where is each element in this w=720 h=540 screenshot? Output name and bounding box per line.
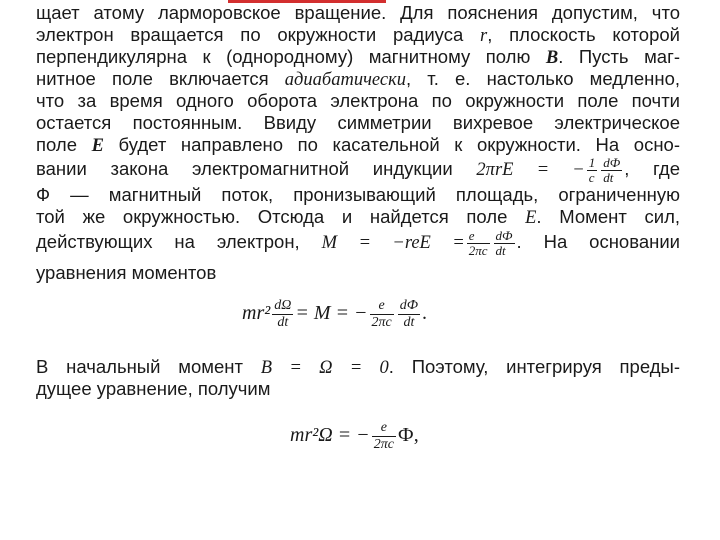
text-line-13	[36, 356, 680, 379]
math-fragment: .	[422, 302, 428, 325]
text-fragment: поле	[36, 134, 77, 155]
math-fragment: = M = −	[295, 302, 368, 325]
fraction-denominator: dt	[603, 170, 614, 186]
text-line-3	[36, 46, 680, 69]
text-fragment: В начальный момент	[36, 356, 243, 377]
fraction-denominator: 2πc	[371, 315, 392, 330]
text-fragment: . На основании	[516, 231, 680, 252]
text-line-11	[36, 226, 680, 259]
text-fragment: , где	[624, 158, 681, 179]
fraction-denominator: dt	[403, 315, 415, 330]
text-fragment: перпендикулярна к (однородному) магнитному полю	[36, 46, 531, 67]
text-line-5	[36, 90, 680, 112]
emphasis-adiabatic: адиабатически	[284, 70, 406, 90]
text-fragment: вании закона электромагнитной индукции	[36, 158, 453, 179]
text-fragment: той же окружностью. Отсюда и найдется поле	[36, 206, 508, 227]
math-fragment: M = −reE =	[321, 233, 465, 253]
fraction-numerator: e	[467, 229, 490, 244]
text-fragment: уравнения моментов	[36, 262, 217, 283]
fraction-e-over-2pic	[372, 420, 396, 453]
fraction-denominator: dt	[495, 243, 506, 259]
fraction-dPhi-dt	[494, 229, 515, 258]
text-fragment: остается постоянным. Ввиду симметрии вихревое электрическое	[36, 112, 680, 133]
text-fragment: , т. е. настолько медленно,	[405, 68, 680, 89]
fraction-numerator: 1	[588, 155, 596, 171]
text-line-14	[36, 378, 680, 400]
text-fragment: нитное поле включается	[36, 68, 269, 89]
fraction-dPhi-dt	[601, 156, 622, 185]
text-fragment: . Момент сил,	[536, 206, 681, 227]
text-fragment: действующих на электрон,	[36, 231, 300, 252]
symbol-E: E	[91, 136, 104, 156]
text-fragment: , плоскость которой	[487, 24, 680, 45]
fraction-dPhi-dt	[398, 298, 420, 331]
equation-result	[290, 420, 419, 453]
induction-law	[476, 155, 624, 186]
text-line-8	[36, 154, 680, 185]
fraction-numerator: dФ	[603, 155, 621, 171]
text-fragment: . Поэтому, интегрируя преды-	[388, 356, 680, 377]
text-fragment: дущее уравнение, получим	[36, 378, 271, 399]
text-line-4	[36, 68, 680, 91]
fraction-denominator: 2πc	[373, 437, 394, 452]
fraction-denominator: dt	[277, 315, 289, 330]
symbol-E: E	[525, 208, 537, 228]
fraction-numerator: dФ	[495, 228, 513, 244]
math-fragment: mr²Ω = −	[290, 424, 370, 447]
text-fragment: электрон вращается по окружности радиуса	[36, 24, 464, 45]
equation-moments	[242, 298, 427, 331]
fraction-numerator: dΩ	[274, 298, 292, 313]
fraction-dOmega-dt	[272, 298, 293, 331]
text-fragment: щает атому ларморовское вращение. Для пояснения допустим, что	[36, 2, 680, 23]
fraction-e-over-2pic	[370, 298, 394, 331]
text-line-9	[36, 184, 680, 206]
fraction-numerator: e	[372, 420, 396, 437]
text-fragment: что за время одного оборота электрона по окружности поле почти	[36, 90, 680, 111]
text-line-12	[36, 262, 680, 284]
symbol-r: r	[480, 26, 488, 46]
text-fragment: будет направлено по касательной к окружности. На осно-	[118, 134, 681, 155]
text-fragment: . Пусть маг-	[558, 46, 680, 67]
fraction-denominator: 2πc	[468, 243, 488, 259]
fraction-denominator: c	[588, 170, 595, 186]
fraction-1-over-c	[587, 156, 598, 185]
text-line-2	[36, 24, 680, 47]
fraction-e-over-2pic	[467, 229, 490, 258]
symbol-B: B	[545, 48, 559, 68]
initial-condition: B = Ω = 0	[260, 358, 389, 378]
math-fragment: mr²	[242, 302, 271, 325]
text-fragment: Ф — магнитный поток, пронизывающий площадь, ограниченную	[36, 184, 680, 205]
text-line-1	[36, 2, 680, 24]
fraction-numerator: dФ	[399, 298, 419, 313]
math-fragment: 2πrE = −	[476, 160, 585, 180]
fraction-numerator: e	[370, 298, 394, 315]
text-line-6	[36, 112, 680, 134]
math-fragment: Ф,	[397, 424, 419, 447]
moment-formula	[321, 228, 517, 259]
